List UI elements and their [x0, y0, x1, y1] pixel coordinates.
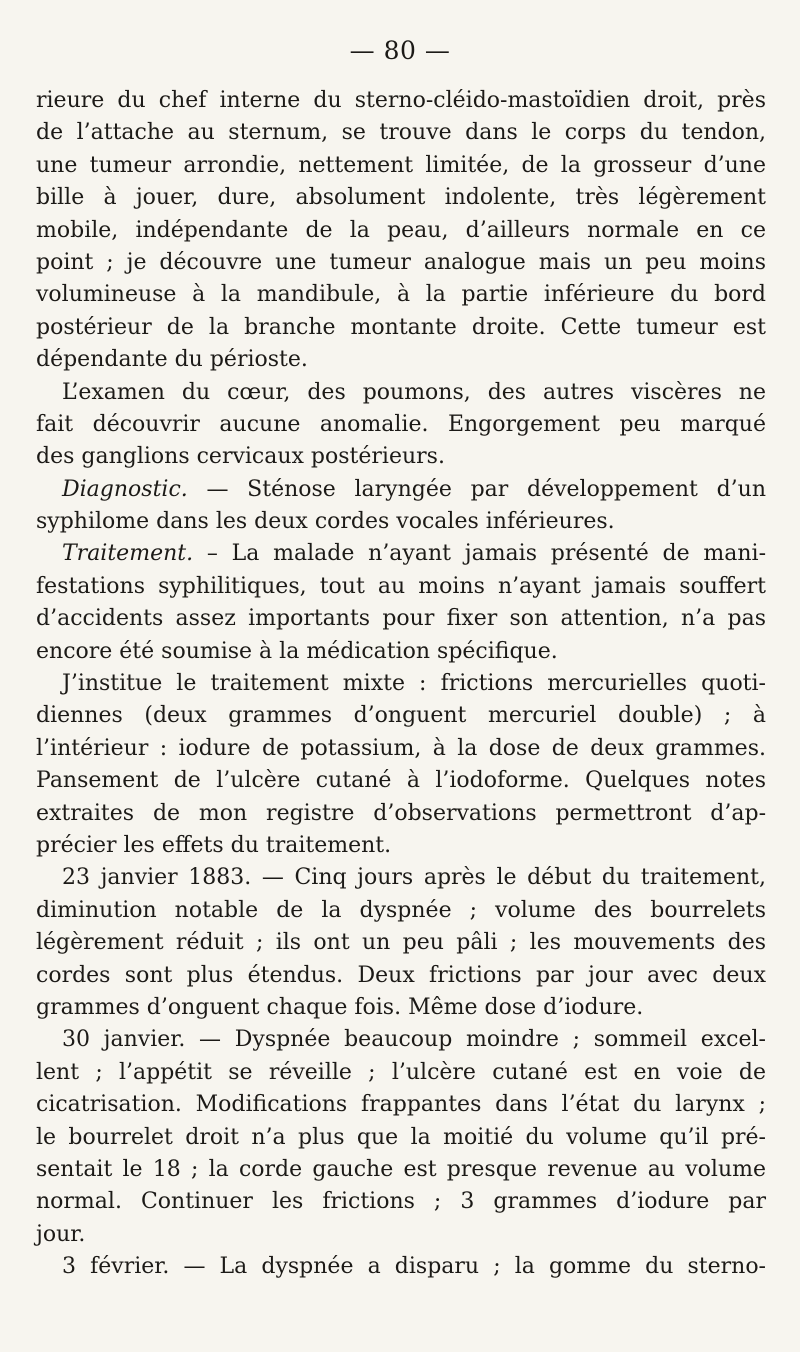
text-line: rieure du chef interne du sterno-cléido-mastoïdien droit, près — [36, 88, 766, 113]
text-line — [36, 538, 766, 570]
text-line: point ; je découvre une tumeur analogue mais un peu moins — [36, 249, 766, 275]
text-line: 3 février. — La dyspnée a disparu ; la gomme du sterno- — [62, 1254, 766, 1280]
text-line: de l’attache au sternum, se trouve dans le corps du tendon, — [36, 120, 766, 146]
text-line: fait découvrir aucune anomalie. Engorgement peu marqué — [36, 411, 766, 437]
text-line: cordes sont plus étendus. Deux frictions par jour avec deux — [36, 962, 766, 988]
text-line: bille à jouer, dure, absolument indolente, très légèrement — [36, 185, 766, 211]
text-line: lent ; l’appétit se réveille ; l’ulcère cutané est en voie de — [36, 1059, 766, 1085]
text-line: diminution notable de la dyspnée ; volume des bourrelets — [36, 897, 766, 923]
text-line: encore été soumise à la médication spécifique. — [36, 638, 558, 664]
text-segment: – La malade n’ayant jamais présenté de mani- — [193, 541, 766, 567]
text-segment: — Sténose laryngée par développement d’un — [187, 476, 766, 502]
text-line: syphilome dans les deux cordes vocales inférieures. — [36, 509, 615, 535]
text-line: jour. — [36, 1221, 86, 1247]
text-line: mobile, indépendante de la peau, d’ailleurs normale en ce — [36, 217, 766, 243]
text-line: légèrement réduit ; ils ont un peu pâli ; les mouvements des — [36, 930, 766, 956]
text-line — [36, 474, 766, 506]
text-line: une tumeur arrondie, nettement limitée, de la grosseur d’une — [36, 152, 766, 178]
text-line: d’accidents assez importants pour fixer son attention, n’a pas — [36, 606, 766, 632]
text-line: l’intérieur : iodure de potassium, à la dose de deux grammes. — [36, 735, 766, 761]
text-line: le bourrelet droit n’a plus que la moitié du volume qu’il pré- — [36, 1124, 766, 1150]
text-line: J’institue le traitement mixte : frictions mercurielles quoti- — [62, 671, 766, 697]
text-line: L’examen du cœur, des poumons, des autres viscères ne — [62, 379, 766, 405]
text-line: extraites de mon registre d’observations permettront d’ap- — [36, 800, 766, 826]
text-line: diennes (deux grammes d’onguent mercuriel double) ; à — [36, 703, 766, 729]
text-line: 23 janvier 1883. — Cinq jours après le début du traitement, — [62, 865, 766, 891]
text-line: sentait le 18 ; la corde gauche est presque revenue au volume — [36, 1156, 766, 1182]
text-line: dépendante du périoste. — [36, 347, 308, 373]
text-line: Pansement de l’ulcère cutané à l’iodoforme. Quelques notes — [36, 768, 766, 794]
text-line: précier les effets du traitement. — [36, 832, 392, 858]
page-number: — 80 — — [349, 36, 451, 65]
text-line: postérieur de la branche montante droite. Cette tumeur est — [36, 314, 766, 340]
text-line: festations syphilitiques, tout au moins n’ayant jamais souffert — [36, 573, 766, 599]
section-lead-diagnostic: Diagnostic. — [62, 476, 188, 502]
text-line: normal. Continuer les frictions ; 3 grammes d’iodure par — [36, 1189, 766, 1215]
text-line: des ganglions cervicaux postérieurs. — [36, 444, 445, 470]
body-text — [36, 85, 766, 1283]
text-line: grammes d’onguent chaque fois. Même dose d’iodure. — [36, 994, 644, 1020]
section-lead-traitement: Traitement. — [62, 541, 194, 567]
text-line: cicatrisation. Modifications frappantes dans l’état du larynx ; — [36, 1092, 766, 1118]
text-line: volumineuse à la mandibule, à la partie inférieure du bord — [36, 282, 766, 308]
text-line: 30 janvier. — Dyspnée beaucoup moindre ; sommeil excel- — [62, 1027, 766, 1053]
